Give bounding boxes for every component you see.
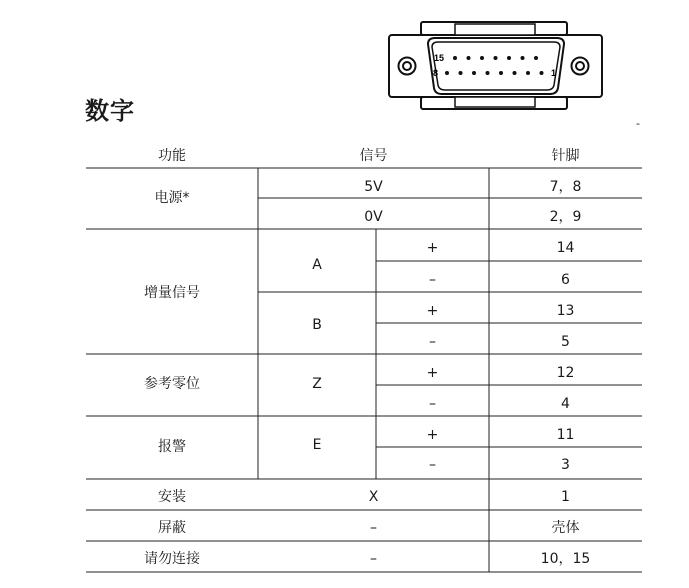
channel-z-plus: + [426,365,439,381]
row-label-alarm: 报警 [158,439,186,455]
channel-a-minus: – [429,272,436,288]
row-label-mounting: 安装 [158,489,186,505]
channel-a-minus-pin: 6 [561,272,570,288]
row-label-nc: 请勿连接 [144,551,200,567]
pin-label-1: 1 [551,68,557,78]
channel-b-minus: – [429,334,436,350]
header-function: 功能 [158,148,186,164]
pin-label-15: 15 [434,53,445,63]
power-pin-5v: 7，8 [549,179,582,195]
channel-z: Z [312,376,322,392]
channel-e: E [312,437,322,453]
channel-z-plus-pin: 12 [556,365,575,381]
nc-signal: – [370,551,377,567]
nc-pin: 10，15 [540,551,591,567]
channel-e-plus: + [426,427,439,443]
channel-b-plus-pin: 13 [556,303,575,319]
channel-a-plus-pin: 14 [556,240,575,256]
header-pin: 针脚 [551,148,580,164]
power-signal-5v: 5V [364,179,383,195]
channel-e-minus: – [429,457,436,473]
power-pin-0v: 2，9 [549,209,582,225]
power-signal-0v: 0V [364,209,383,225]
mounting-signal: X [368,489,379,505]
pin-label-8: 8 [433,68,439,78]
channel-b: B [312,317,322,333]
channel-a: A [312,257,322,273]
corner-mark: - [636,117,640,130]
shield-signal: – [370,520,377,536]
channel-a-plus: + [426,240,439,256]
row-label-incremental: 增量信号 [144,285,200,301]
channel-z-minus-pin: 4 [561,396,570,412]
header-signal: 信号 [359,148,388,164]
channel-z-minus: – [429,396,436,412]
channel-e-plus-pin: 11 [556,427,575,443]
channel-e-minus-pin: 3 [561,457,570,473]
page-title: 数字 [85,97,135,125]
row-label-reference: 参考零位 [144,376,200,392]
shield-pin: 壳体 [551,520,580,536]
row-label-shield: 屏蔽 [158,520,186,536]
channel-b-minus-pin: 5 [561,334,570,350]
channel-b-plus: + [426,303,439,319]
mounting-pin: 1 [561,489,570,505]
row-label-power: 电源* [154,190,190,206]
